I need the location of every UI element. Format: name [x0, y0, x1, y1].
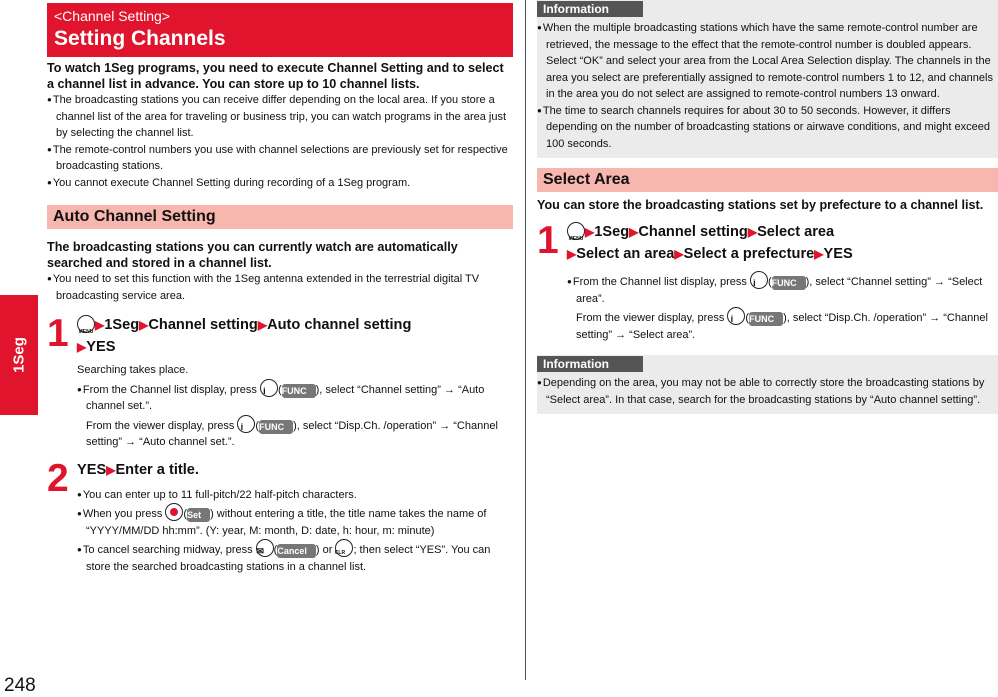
auto-step-2 [47, 456, 513, 576]
right-column [537, 0, 998, 414]
func-key-icon: FUNC [259, 420, 293, 434]
page-title: Setting Channels [54, 27, 226, 50]
page-title-band [47, 3, 513, 57]
i-key-icon: i [260, 379, 278, 397]
arrow-icon: ▶ [139, 318, 149, 332]
cancel-key-icon: Cancel [277, 544, 316, 558]
information-bullets [537, 375, 998, 408]
arrow-icon: ▶ [814, 247, 824, 261]
auto-lead: The broadcasting stations you can currently watch are automatically searched and stored in a channel list. [47, 240, 458, 270]
auto-channel-heading: Auto Channel Setting [47, 205, 513, 229]
select-area-lead: You can store the broadcasting stations set by prefecture to a channel list. [537, 198, 984, 212]
arrow-icon: ▶ [567, 247, 577, 261]
step-number: 1 [47, 312, 69, 355]
step-path: MENU ▶1Seg▶Channel setting▶Auto channel setting ▶YES [77, 317, 412, 355]
clr-key-icon: CLR [335, 539, 353, 557]
func-key-icon: FUNC [749, 312, 783, 326]
left-column [47, 0, 513, 575]
arrow-icon: ▶ [585, 225, 595, 239]
intro-bullets [47, 92, 513, 191]
arrow-icon: ▶ [674, 247, 684, 261]
step-bullets [567, 271, 998, 343]
list-item: ● When the multiple broadcasting stations which have the same remote-control number are retrieved, the message to the effect that the remote-control number is doubled appears. Select “OK” and select your area from the Local Area Selection display. The channels in the area you select are preferentially assigned to remote-control numbers 1 to 12, and channels in the area you do not select are assigned to remote-control numbers 13 onward. [537, 20, 998, 103]
mail-key-icon: ✉ [256, 539, 274, 557]
set-key-icon: Set [187, 508, 210, 522]
list-item: ● You can enter up to 11 full-pitch/22 half-pitch characters. [77, 487, 513, 504]
menu-key-icon: MENU [567, 222, 585, 240]
list-item: ● Depending on the area, you may not be able to correctly store the broadcasting stations by “Select area”. In that case, search for the broadcasting stations by “Auto channel setting”. [537, 375, 998, 408]
information-label: Information [537, 1, 643, 17]
func-key-icon: FUNC [282, 384, 316, 398]
step-bullets [77, 379, 513, 451]
arrow-icon: ▶ [257, 318, 268, 332]
list-item: ● The broadcasting stations you can receive differ depending on the local area. If you store a channel list of the area for traveling or business trip, you can watch programs in the area just by selecting the channel list. [47, 92, 513, 142]
select-area-heading: Select Area [537, 168, 998, 192]
center-key-icon [165, 503, 183, 521]
list-item: ● From the Channel list display, press i (FUNC ), select “Channel setting” → “Select area”. From the viewer display, press i (FUNC ), select “Disp.Ch. /operation” → “Channel setting” → “Select area”. [567, 271, 998, 343]
auto-step-1 [47, 314, 513, 451]
list-item: ● You cannot execute Channel Setting during recording of a 1Seg program. [47, 175, 513, 192]
step-path: MENU ▶1Seg▶Channel setting▶Select area ▶Select an area▶Select a prefecture▶YES [567, 224, 853, 262]
select-area-step-1 [537, 221, 998, 343]
information-label: Information [537, 356, 643, 372]
information-box-1 [537, 0, 998, 158]
arrow-icon: ▶ [77, 340, 87, 354]
step-number: 1 [537, 219, 559, 262]
list-item: ● The time to search channels requires for about 30 to 50 seconds. However, it differs depending on the number of broadcasting stations or airwave conditions, and might exceed 100 seconds. [537, 103, 998, 153]
arrow-icon: ▶ [747, 225, 758, 239]
list-item: ● To cancel searching midway, press ✉ (Cancel ) or CLR ; then select “YES”. You can store the searched broadcasting stations in a channel list. [77, 539, 513, 575]
list-item: ● From the Channel list display, press i (FUNC ), select “Channel setting” → “Auto channel set.”. From the viewer display, press i (FUNC ), select “Disp.Ch. /operation” → “Channel setting” → “Auto channel set.”. [77, 379, 513, 451]
arrow-icon: ▶ [629, 225, 639, 239]
i-key-icon: i [237, 415, 255, 433]
func-key-icon: FUNC [772, 276, 806, 290]
list-item: ● You need to set this function with the 1Seg antenna extended in the terrestrial digital TV broadcasting service area. [47, 271, 513, 304]
information-bullets [537, 20, 998, 152]
menu-key-icon: MENU [77, 315, 95, 333]
auto-bullets [47, 271, 513, 304]
i-key-icon: i [750, 271, 768, 289]
information-box-2 [537, 355, 998, 414]
step-bullets [77, 487, 513, 576]
intro-lead: To watch 1Seg programs, you need to execute Channel Setting and to select a channel list in advance. You can store up to 10 channel lists. [47, 61, 504, 91]
section-side-tab: 1Seg [0, 295, 38, 415]
page-subtitle: <Channel Setting> [54, 8, 170, 24]
step-path: YES▶Enter a title. [77, 461, 199, 478]
column-divider [525, 0, 526, 680]
page-number: 248 [4, 675, 36, 696]
list-item: ● The remote-control numbers you use with channel selections are previously set for respective broadcasting stations. [47, 142, 513, 175]
step-number: 2 [47, 456, 69, 500]
arrow-icon: ▶ [106, 462, 116, 477]
step-note: Searching takes place. [77, 364, 189, 376]
list-item: ● When you press (Set ) without entering a title, the title name takes the name of “YYYY/MM/DD hh:mm”. (Y: year, M: month, D: date, h: hour, m: minute) [77, 503, 513, 539]
arrow-icon: ▶ [95, 318, 105, 332]
i-key-icon: i [727, 307, 745, 325]
